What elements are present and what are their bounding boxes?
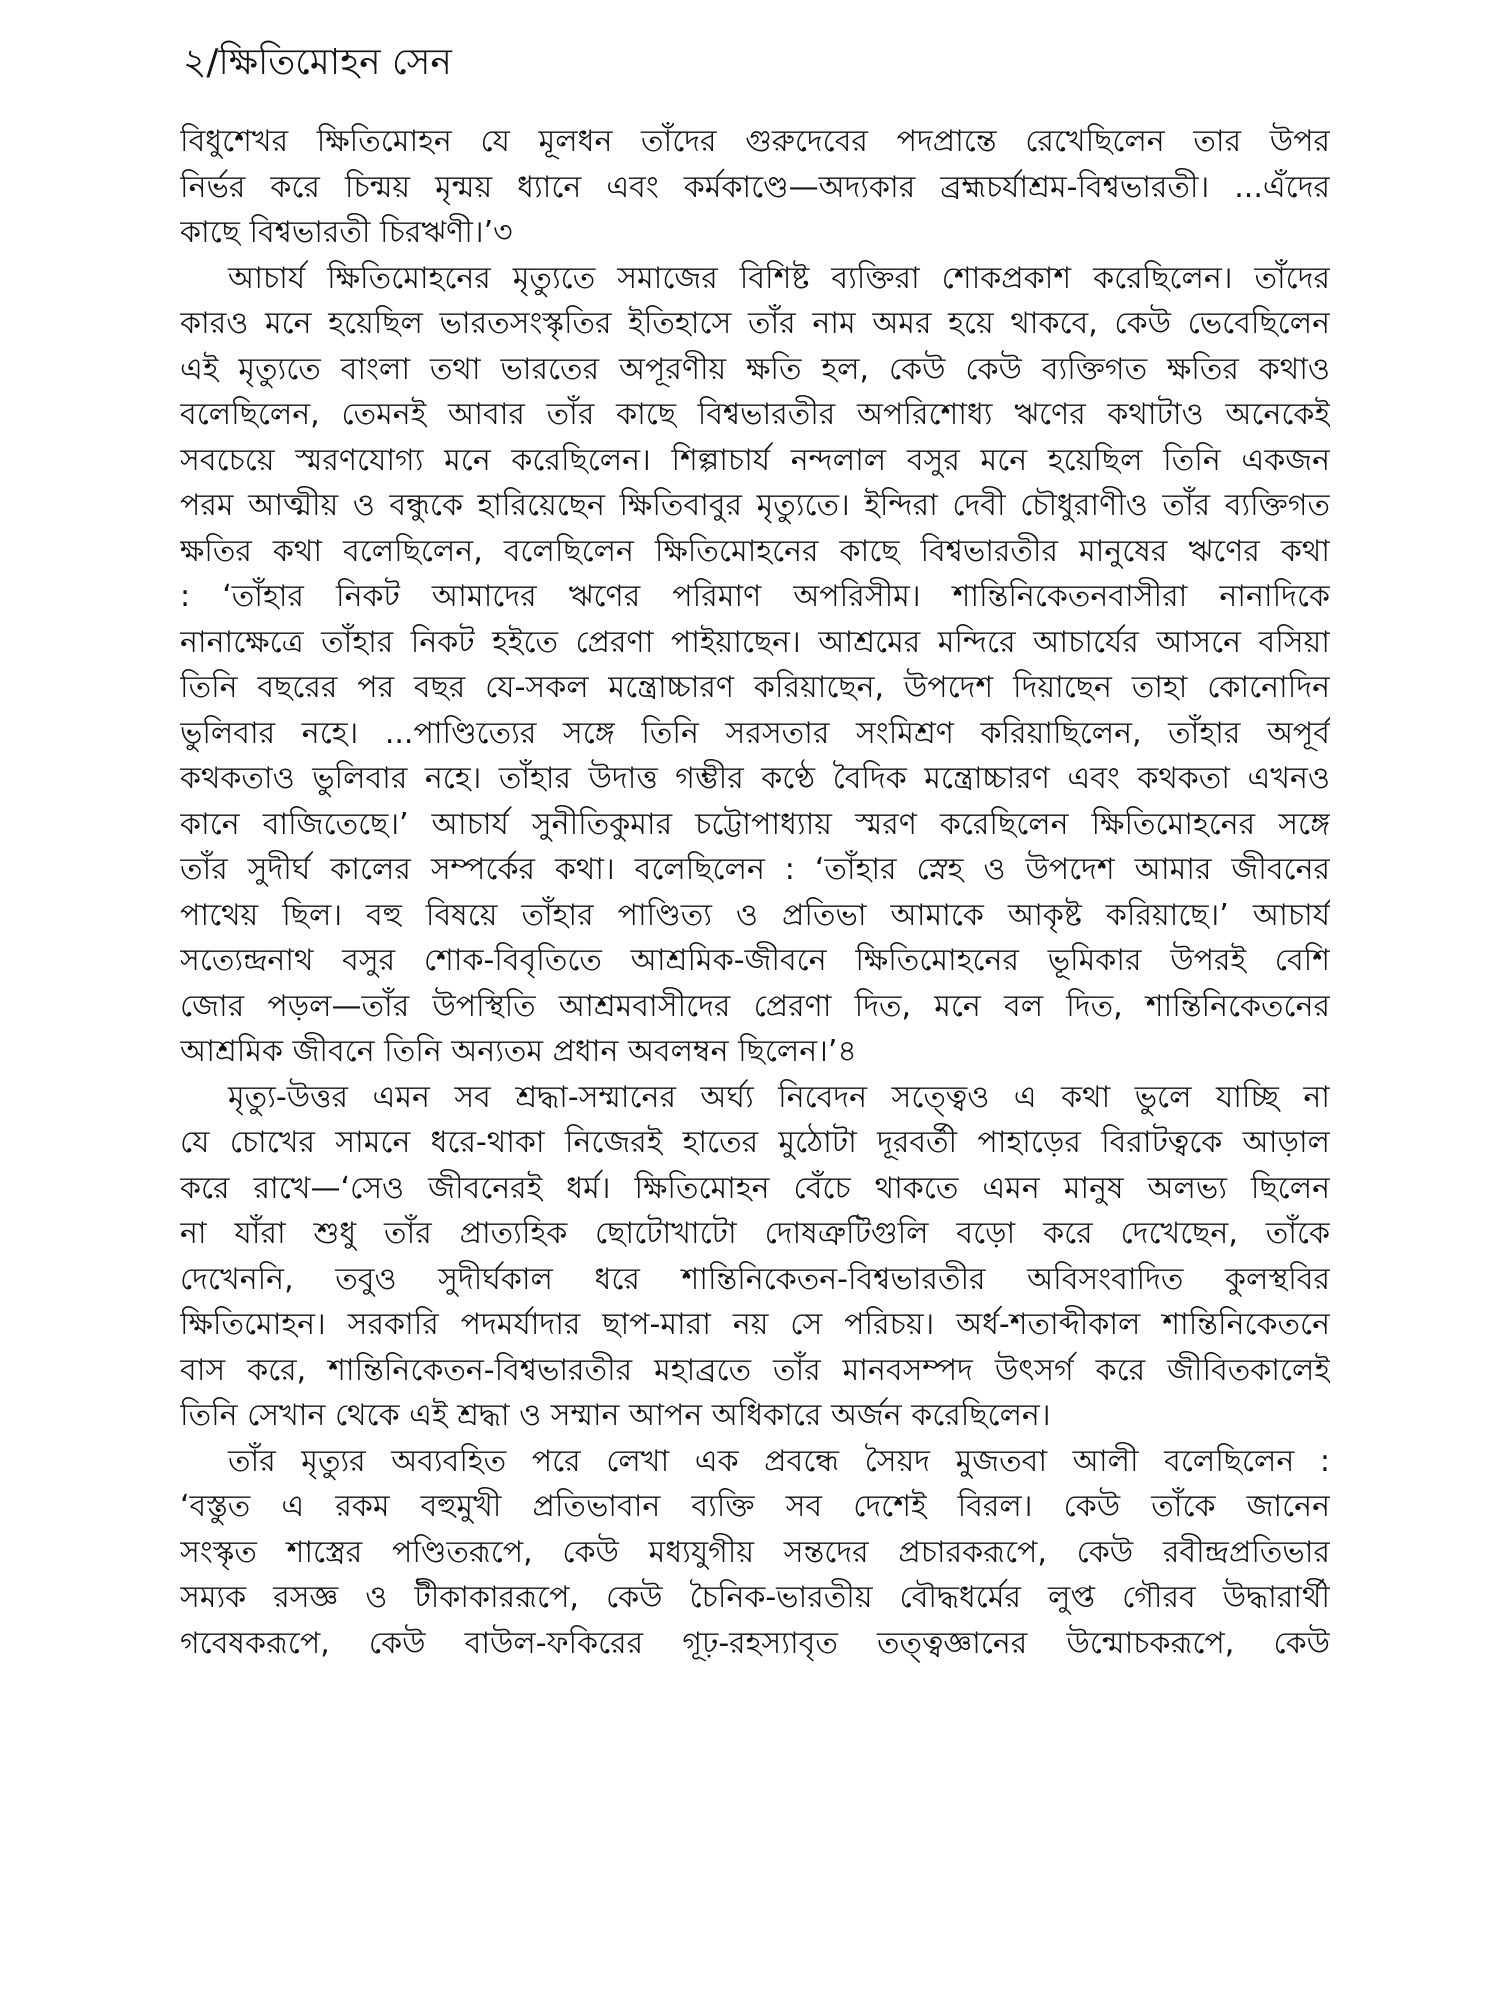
text-line: যে চোখের সামনে ধরে-থাকা নিজেরই হাতের মুঠোটা দূরবর্তী পাহাড়ের বিরাটত্বকে আড়াল — [180, 1125, 1330, 1160]
text-line: সত্যেন্দ্রনাথ বসুর শোক-বিবৃতিতে আশ্রমিক-জীবনে ক্ষিতিমোহনের ভূমিকার উপরই বেশি — [180, 943, 1330, 978]
running-head: ২/ক্ষিতিমোহন সেন — [183, 42, 452, 83]
text-line: এই মৃত্যুতে বাংলা তথা ভারতের অপূরণীয় ক্ষতি হল, কেউ কেউ ব্যক্তিগত ক্ষতির কথাও — [180, 351, 1330, 387]
text-line: পরম আত্মীয় ও বন্ধুকে হারিয়েছেন ক্ষিতিবাবুর মৃত্যুতে। ইন্দিরা দেবী চৌধুরাণীও তাঁর ব্যক্তিগত — [180, 488, 1330, 523]
body-text — [180, 119, 1330, 1666]
text-line: তাঁর মৃত্যুর অব্যবহিত পরে লেখা এক প্রবন্ধে সৈয়দ মুজতবা আলী বলেছিলেন : — [228, 1443, 1330, 1479]
paragraph — [180, 256, 1330, 1075]
text-line: জোর পড়ল—তাঁর উপস্থিতি আশ্রমবাসীদের প্রেরণা দিত, মনে বল দিত, শান্তিনিকেতনের — [180, 988, 1330, 1024]
text-line: দেখেননি, তবুও সুদীর্ঘকাল ধরে শান্তিনিকেতন-বিশ্বভারতীর অবিসংবাদিত কুলস্থবির — [180, 1261, 1330, 1297]
text-line: কাছে বিশ্বভারতী চিরঋণী।’৩ — [180, 215, 513, 250]
text-line: পাথেয় ছিল। বহু বিষয়ে তাঁহার পাণ্ডিত্য ও প্রতিভা আমাকে আকৃষ্ট করিয়াছে।’ আচার্য — [180, 897, 1330, 933]
paragraph — [180, 1075, 1330, 1439]
text-line: সম্যক রসজ্ঞ ও টীকাকাররূপে, কেউ চৈনিক-ভারতীয় বৌদ্ধধর্মের লুপ্ত গৌরব উদ্ধারার্থী — [180, 1580, 1330, 1615]
text-line: বাস করে, শান্তিনিকেতন-বিশ্বভারতীর মহাব্রতে তাঁর মানবসম্পদ উৎসর্গ করে জীবিতকালেই — [180, 1352, 1330, 1388]
text-line: ভুলিবার নহে। ...পাণ্ডিত্যের সঙ্গে তিনি সরসতার সংমিশ্রণ করিয়াছিলেন, তাঁহার অপূর্ব — [180, 715, 1330, 751]
text-line: আচার্য ক্ষিতিমোহনের মৃত্যুতে সমাজের বিশিষ্ট ব্যক্তিরা শোকপ্রকাশ করেছিলেন। তাঁদের — [228, 260, 1330, 296]
text-line: সংস্কৃত শাস্ত্রের পণ্ডিতরূপে, কেউ মধ্যযুগীয় সন্তদের প্রচারকরূপে, কেউ রবীন্দ্রপ্রতিভার — [180, 1534, 1330, 1570]
text-line: তাঁর সুদীর্ঘ কালের সম্পর্কের কথা। বলেছিলেন : ‘তাঁহার স্নেহ ও উপদেশ আমার জীবনের — [180, 852, 1330, 887]
text-line: ‘বস্তুত এ রকম বহুমুখী প্রতিভাবান ব্যক্তি সব দেশেই বিরল। কেউ তাঁকে জানেন — [180, 1489, 1330, 1524]
text-line: কারও মনে হয়েছিল ভারতসংস্কৃতির ইতিহাসে তাঁর নাম অমর হয়ে থাকবে, কেউ ভেবেছিলেন — [180, 306, 1330, 341]
text-line: সবচেয়ে স্মরণযোগ্য মনে করেছিলেন। শিল্পাচার্য নন্দলাল বসুর মনে হয়েছিল তিনি একজন — [180, 442, 1330, 478]
text-line: করে রাখে—‘সেও জীবনেরই ধর্ম। ক্ষিতিমোহন বেঁচে থাকতে এমন মানুষ অলভ্য ছিলেন — [180, 1170, 1330, 1206]
text-line: না যাঁরা শুধু তাঁর প্রাত্যহিক ছোটোখাটো দোষত্রুটিগুলি বড়ো করে দেখেছেন, তাঁকে — [180, 1216, 1330, 1251]
text-line: ক্ষিতিমোহন। সরকারি পদমর্যাদার ছাপ-মারা নয় সে পরিচয়। অর্ধ-শতাব্দীকাল শান্তিনিকেতনে — [180, 1307, 1330, 1342]
paragraph — [180, 119, 1330, 256]
text-line: বিধুশেখর ক্ষিতিমোহন যে মূলধন তাঁদের গুরুদেবের পদপ্রান্তে রেখেছিলেন তার উপর — [180, 124, 1330, 159]
text-line: নির্ভর করে চিন্ময় মৃন্ময় ধ্যানে এবং কর্মকাণ্ডে—অদ্যকার ব্রহ্মচর্যাশ্রম-বিশ্বভারতী। ...এঁদের — [180, 169, 1330, 205]
text-line: ক্ষতির কথা বলেছিলেন, বলেছিলেন ক্ষিতিমোহনের কাছে বিশ্বভারতীর মানুষের ঋণের কথা — [180, 533, 1330, 569]
text-line: বলেছিলেন, তেমনই আবার তাঁর কাছে বিশ্বভারতীর অপরিশোধ্য ঋণের কথাটাও অনেকেই — [180, 397, 1330, 432]
paragraph — [180, 1439, 1330, 1667]
text-line: তিনি সেখান থেকে এই শ্রদ্ধা ও সম্মান আপন অধিকারে অর্জন করেছিলেন। — [180, 1398, 1051, 1433]
text-line: নানাক্ষেত্রে তাঁহার নিকট হইতে প্রেরণা পাইয়াছেন। আশ্রমের মন্দিরে আচার্যের আসনে বসিয়া — [180, 624, 1330, 660]
text-line: কানে বাজিতেছে।’ আচার্য সুনীতিকুমার চট্টোপাধ্যায় স্মরণ করেছিলেন ক্ষিতিমোহনের সঙ্গে — [180, 806, 1330, 842]
text-line: : ‘তাঁহার নিকট আমাদের ঋণের পরিমাণ অপরিসীম। শান্তিনিকেতনবাসীরা নানাদিকে — [180, 579, 1330, 614]
text-line: কথকতাও ভুলিবার নহে। তাঁহার উদাত্ত গম্ভীর কণ্ঠে বৈদিক মন্ত্রোচ্চারণ এবং কথকতা এখনও — [180, 761, 1330, 796]
text-line: তিনি বছরের পর বছর যে-সকল মন্ত্রোচ্চারণ করিয়াছেন, উপদেশ দিয়াছেন তাহা কোনোদিন — [180, 670, 1330, 705]
text-line: গবেষকরূপে, কেউ বাউল-ফকিরের গূঢ়-রহস্যাবৃত তত্ত্বজ্ঞানের উন্মোচকরূপে, কেউ — [180, 1625, 1330, 1661]
text-line: আশ্রমিক জীবনে তিনি অন্যতম প্রধান অবলম্বন ছিলেন।’৪ — [180, 1034, 857, 1069]
text-line: মৃত্যু-উত্তর এমন সব শ্রদ্ধা-সম্মানের অর্ঘ্য নিবেদন সত্ত্বেও এ কথা ভুলে যাচ্ছি না — [228, 1079, 1330, 1115]
